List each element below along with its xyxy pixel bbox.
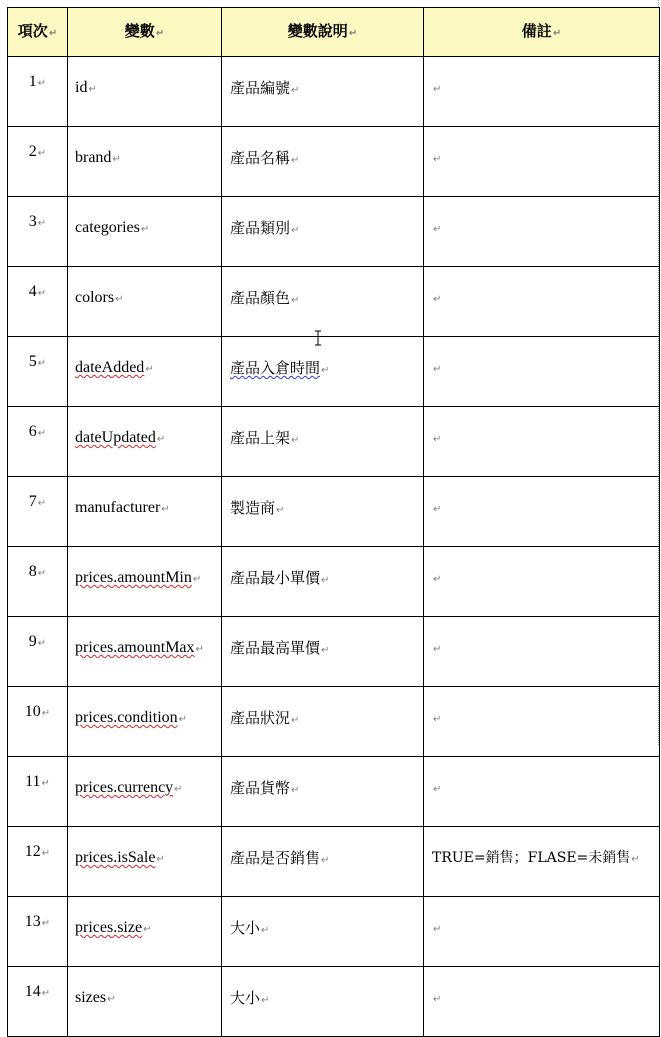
- paragraph-mark-icon: ↵: [41, 708, 51, 719]
- row-note-cell[interactable]: [424, 757, 660, 827]
- paragraph-mark-icon: ↵: [37, 288, 47, 299]
- row-variable-cell-text: dateUpdated: [75, 429, 156, 446]
- row-variable-cell-text: manufacturer: [75, 499, 161, 516]
- row-description-cell-text: 產品類別: [230, 219, 291, 237]
- paragraph-mark-icon: ↵: [107, 994, 116, 1005]
- row-note-cell[interactable]: [424, 57, 660, 127]
- table-row: [8, 57, 660, 127]
- row-index-cell-text: 7: [28, 493, 37, 510]
- paragraph-mark-icon: ↵: [88, 84, 97, 95]
- paragraph-mark-icon: ↵: [291, 785, 300, 796]
- paragraph-mark-icon: ↵: [433, 294, 442, 305]
- paragraph-mark-icon: ↵: [291, 225, 300, 236]
- paragraph-mark-icon: ↵: [321, 575, 330, 586]
- row-description-cell-text: 產品入倉時間: [230, 359, 321, 377]
- row-note-cell[interactable]: [424, 477, 660, 547]
- row-variable-cell-text: prices.condition: [75, 709, 178, 726]
- row-description-cell-text: 產品編號: [230, 79, 291, 97]
- paragraph-mark-icon: ↵: [41, 848, 51, 859]
- row-note-cell[interactable]: [424, 547, 660, 617]
- row-note-cell[interactable]: [424, 407, 660, 477]
- row-description-cell[interactable]: [222, 547, 424, 617]
- table-header-row: [8, 8, 660, 57]
- paragraph-mark-icon: ↵: [631, 854, 640, 865]
- row-description-cell-text: 大小: [230, 919, 261, 937]
- row-note-cell[interactable]: [424, 967, 660, 1037]
- row-index-cell[interactable]: [8, 967, 68, 1037]
- table-row: [8, 127, 660, 197]
- row-variable-cell[interactable]: [68, 687, 222, 757]
- paragraph-mark-icon: ↵: [433, 574, 442, 585]
- paragraph-mark-icon: ↵: [37, 148, 47, 159]
- row-description-cell[interactable]: [222, 897, 424, 967]
- paragraph-mark-icon: ↵: [321, 855, 330, 866]
- header-notes[interactable]: 備註↵: [424, 8, 660, 57]
- paragraph-mark-icon: ↵: [143, 924, 152, 935]
- row-note-cell[interactable]: [424, 687, 660, 757]
- paragraph-mark-icon: ↵: [261, 995, 270, 1006]
- paragraph-mark-icon: ↵: [291, 435, 300, 446]
- paragraph-mark-icon: ↵: [37, 638, 47, 649]
- table-row: [8, 897, 660, 967]
- paragraph-mark-icon: ↵: [433, 504, 442, 515]
- row-index-cell[interactable]: [8, 897, 68, 967]
- paragraph-mark-icon: ↵: [291, 715, 300, 726]
- paragraph-mark-icon: ↵: [433, 714, 442, 725]
- paragraph-mark-icon: ↵: [37, 218, 47, 229]
- paragraph-mark-icon: ↵: [156, 434, 166, 445]
- paragraph-mark-icon: ↵: [37, 428, 47, 439]
- table-row: [8, 477, 660, 547]
- paragraph-mark-icon: ↵: [433, 784, 442, 795]
- paragraph-mark-icon: ↵: [261, 925, 270, 936]
- paragraph-mark-icon: ↵: [156, 854, 165, 865]
- row-description-cell-text: 產品是否銷售: [230, 849, 321, 867]
- row-index-cell[interactable]: [8, 757, 68, 827]
- paragraph-mark-icon: ↵: [41, 988, 51, 999]
- table-row: [8, 547, 660, 617]
- row-variable-cell[interactable]: [68, 57, 222, 127]
- paragraph-mark-icon: ↵: [112, 154, 121, 165]
- row-description-cell[interactable]: [222, 967, 424, 1037]
- row-description-cell-text: 產品最高單價: [230, 639, 321, 657]
- row-description-cell[interactable]: [222, 407, 424, 477]
- paragraph-mark-icon: ↵: [41, 918, 51, 929]
- row-description-cell-text: 產品顏色: [230, 289, 291, 307]
- row-description-cell[interactable]: [222, 687, 424, 757]
- row-variable-cell-text: brand: [75, 149, 112, 166]
- row-variable-cell[interactable]: [68, 617, 222, 687]
- header-description[interactable]: 變數說明↵: [222, 8, 424, 57]
- row-description-cell-text: 大小: [230, 989, 261, 1007]
- row-variable-cell-text: prices.isSale: [75, 849, 156, 866]
- row-index-cell[interactable]: [8, 407, 68, 477]
- row-description-cell[interactable]: [222, 337, 424, 407]
- row-index-cell-text: 12: [24, 843, 41, 860]
- row-note-cell[interactable]: [424, 267, 660, 337]
- table-row: [8, 757, 660, 827]
- row-note-cell[interactable]: [424, 897, 660, 967]
- row-index-cell-text: 4: [28, 283, 37, 300]
- paragraph-mark-icon: ↵: [195, 644, 204, 655]
- paragraph-mark-icon: ↵: [321, 365, 330, 376]
- row-note-cell[interactable]: [424, 617, 660, 687]
- row-variable-cell[interactable]: [68, 337, 222, 407]
- row-variable-cell[interactable]: [68, 267, 222, 337]
- table-row: [8, 967, 660, 1037]
- paragraph-mark-icon: ↵: [433, 364, 442, 375]
- paragraph-mark-icon: ↵: [37, 498, 47, 509]
- row-description-cell-text: 產品上架: [230, 429, 291, 447]
- row-index-cell-text: 8: [28, 563, 37, 580]
- paragraph-mark-icon: ↵: [178, 714, 188, 725]
- row-index-cell-text: 14: [24, 983, 41, 1000]
- row-index-cell[interactable]: [8, 267, 68, 337]
- row-index-cell[interactable]: [8, 477, 68, 547]
- paragraph-mark-icon: ↵: [37, 78, 47, 89]
- row-variable-cell-text: colors: [75, 289, 115, 306]
- row-variable-cell[interactable]: [68, 897, 222, 967]
- variables-table: [7, 7, 660, 1037]
- row-index-cell[interactable]: [8, 687, 68, 757]
- table-row: [8, 687, 660, 757]
- text-cursor-icon: [314, 330, 322, 346]
- paragraph-mark-icon: ↵: [174, 784, 183, 795]
- paragraph-mark-icon: ↵: [145, 364, 154, 375]
- row-note-cell[interactable]: [424, 827, 660, 897]
- header-index[interactable]: 項次↵: [8, 8, 68, 57]
- row-description-cell[interactable]: [222, 827, 424, 897]
- table-row: [8, 407, 660, 477]
- row-note-cell[interactable]: [424, 337, 660, 407]
- row-index-cell[interactable]: [8, 617, 68, 687]
- paragraph-mark-icon: ↵: [276, 505, 285, 516]
- row-variable-cell[interactable]: [68, 477, 222, 547]
- paragraph-mark-icon: ↵: [433, 434, 442, 445]
- paragraph-mark-icon: ↵: [433, 84, 442, 95]
- row-variable-cell[interactable]: [68, 547, 222, 617]
- paragraph-mark-icon: ↵: [192, 574, 202, 585]
- row-note-cell[interactable]: [424, 197, 660, 267]
- paragraph-mark-icon: ↵: [433, 224, 442, 235]
- row-index-cell[interactable]: [8, 57, 68, 127]
- row-index-cell-text: 11: [25, 773, 41, 790]
- row-index-cell-text: 9: [28, 633, 37, 650]
- row-index-cell-text: 1: [28, 73, 37, 90]
- table-row: [8, 197, 660, 267]
- row-variable-cell[interactable]: [68, 127, 222, 197]
- row-description-cell-text: 產品名稱: [230, 149, 291, 167]
- row-note-cell[interactable]: [424, 127, 660, 197]
- row-index-cell[interactable]: [8, 127, 68, 197]
- row-description-cell[interactable]: [222, 617, 424, 687]
- row-description-cell[interactable]: [222, 127, 424, 197]
- row-variable-cell[interactable]: [68, 407, 222, 477]
- row-index-cell-text: 3: [28, 213, 37, 230]
- row-description-cell[interactable]: [222, 57, 424, 127]
- paragraph-mark-icon: ↵: [321, 645, 330, 656]
- row-variable-cell-text: prices.amountMax: [75, 639, 195, 656]
- table-row: [8, 827, 660, 897]
- paragraph-mark-icon: ↵: [291, 85, 300, 96]
- row-variable-cell-text: dateAdded: [75, 359, 145, 376]
- header-variable[interactable]: 變數↵: [68, 8, 222, 57]
- paragraph-mark-icon: ↵: [115, 294, 124, 305]
- row-index-cell[interactable]: [8, 197, 68, 267]
- paragraph-mark-icon: ↵: [433, 154, 442, 165]
- row-description-cell[interactable]: [222, 477, 424, 547]
- row-variable-cell[interactable]: [68, 827, 222, 897]
- row-description-cell-text: 產品狀況: [230, 709, 291, 727]
- row-note-cell-text: TRUE=銷售；FLASE=未銷售: [432, 850, 631, 866]
- paragraph-mark-icon: ↵: [433, 924, 442, 935]
- row-description-cell-text: 產品最小單價: [230, 569, 321, 587]
- row-variable-cell-text: prices.currency: [75, 779, 174, 796]
- row-description-cell-text: 產品貨幣: [230, 779, 291, 797]
- row-index-cell-text: 2: [28, 143, 37, 160]
- paragraph-mark-icon: ↵: [433, 994, 442, 1005]
- row-variable-cell-text: prices.size: [75, 919, 143, 936]
- row-index-cell[interactable]: [8, 337, 68, 407]
- table-row: [8, 337, 660, 407]
- row-variable-cell[interactable]: [68, 197, 222, 267]
- paragraph-mark-icon: ↵: [140, 224, 150, 235]
- row-variable-cell-text: sizes: [75, 989, 107, 1006]
- table-row: [8, 617, 660, 687]
- row-index-cell-text: 13: [24, 913, 41, 930]
- paragraph-mark-icon: ↵: [41, 778, 50, 789]
- row-variable-cell-text: prices.amountMin: [75, 569, 192, 586]
- row-index-cell-text: 6: [28, 423, 37, 440]
- row-variable-cell-text: categories: [75, 219, 140, 236]
- row-description-cell[interactable]: [222, 197, 424, 267]
- paragraph-mark-icon: ↵: [37, 358, 47, 369]
- paragraph-mark-icon: ↵: [161, 504, 170, 515]
- paragraph-mark-icon: ↵: [291, 295, 300, 306]
- paragraph-mark-icon: ↵: [433, 644, 442, 655]
- row-index-cell[interactable]: [8, 827, 68, 897]
- paragraph-mark-icon: ↵: [37, 568, 47, 579]
- paragraph-mark-icon: ↵: [291, 155, 300, 166]
- row-variable-cell[interactable]: [68, 967, 222, 1037]
- row-index-cell-text: 10: [24, 703, 41, 720]
- row-variable-cell[interactable]: [68, 757, 222, 827]
- row-index-cell-text: 5: [28, 353, 37, 370]
- row-description-cell[interactable]: [222, 757, 424, 827]
- row-description-cell[interactable]: [222, 267, 424, 337]
- row-index-cell[interactable]: [8, 547, 68, 617]
- row-description-cell-text: 製造商: [230, 499, 276, 517]
- row-variable-cell-text: id: [75, 79, 88, 96]
- table-row: [8, 267, 660, 337]
